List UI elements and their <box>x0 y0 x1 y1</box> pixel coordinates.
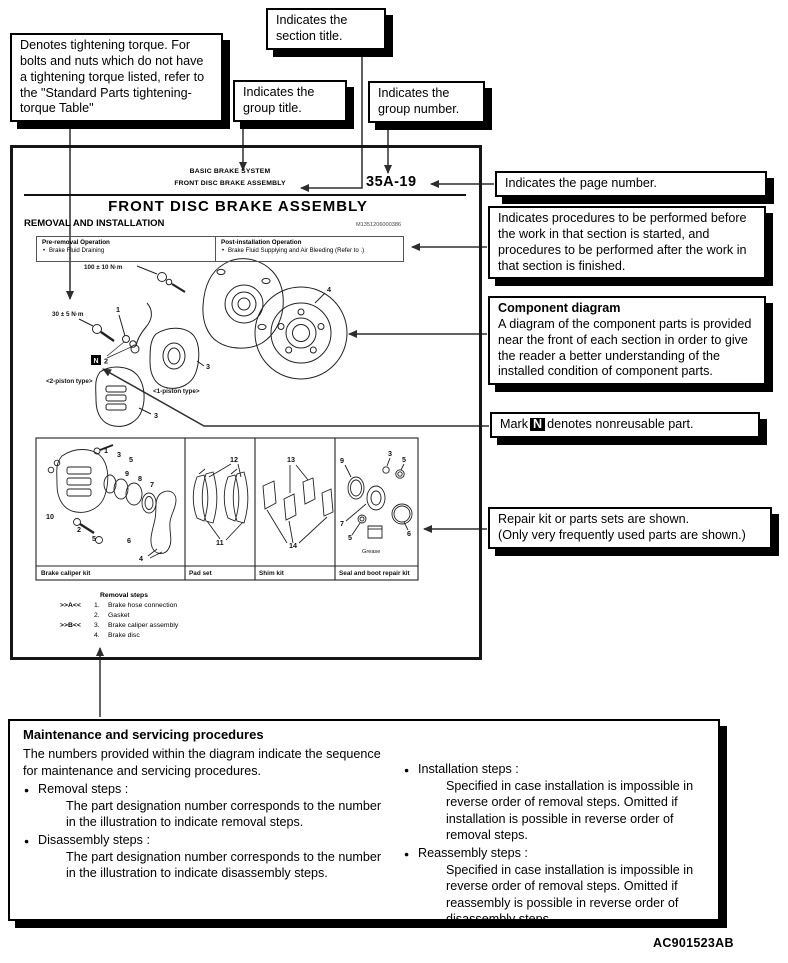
type-label-1piston: <1-piston type> <box>153 388 200 395</box>
bullet-installation-steps <box>403 761 708 843</box>
torque-label-left: 30 ± 5 N·m <box>52 311 84 318</box>
part-label-3-right: 3 <box>206 362 210 371</box>
figure-code: AC901523AB <box>653 936 734 950</box>
operations-table <box>36 236 404 262</box>
bullet-disassembly-steps <box>23 832 389 881</box>
callout-page-number-text: Indicates the page number. <box>505 176 657 190</box>
page-number-value: 35A-19 <box>366 174 417 190</box>
callout-tightening-torque-text: Denotes tightening torque. For bolts and nuts which do not have a tightening torque listed, refer to the "Standard Parts tightening-torque Table" <box>20 38 205 116</box>
kit-label-seal-boot: Seal and boot repair kit <box>339 570 410 577</box>
pre-removal-cell <box>37 237 216 261</box>
post-installation-item: • Brake Fluid Supplying and Air Bleeding (Refer to .) <box>221 247 398 254</box>
bullet-head: ● Installation steps : <box>418 762 519 777</box>
kit1-num: 5 <box>92 534 96 543</box>
part-label-4: 4 <box>327 285 331 294</box>
callout-group-number-text: Indicates the group number. <box>378 86 460 116</box>
callout-procedures-text: Indicates procedures to be performed before the work in that section is started, and procedures to be performed after the work in that section is finished. <box>498 211 747 273</box>
kit4-num: 9 <box>340 456 344 465</box>
bullet-removal-steps <box>23 781 389 830</box>
doc-code: M1351206000386 <box>356 222 402 228</box>
nonreusable-mark-letter: N <box>93 358 99 365</box>
kit2-num: 11 <box>216 538 224 547</box>
callout-section-title-text: Indicates the section title. <box>276 13 348 43</box>
callout-component-diagram-body: A diagram of the component parts is provided near the front of each section in order to give the reader a better understanding of the installed condition of component parts. <box>498 316 752 379</box>
kit2-num: 12 <box>230 455 238 464</box>
callout-page-number <box>495 171 767 197</box>
bullet-body: Specified in case installation is impossible in reverse order of removal steps. Omitted if reassembly is possible in reverse order of disassembly steps. <box>446 862 694 927</box>
step-number: 2. <box>94 612 100 619</box>
kit1-num: 2 <box>77 525 81 534</box>
bullet-body: The part designation number corresponds to the number in the illustration to indicate removal steps. <box>66 798 382 830</box>
page-subtitle: REMOVAL AND INSTALLATION <box>24 218 165 229</box>
torque-label-top: 100 ± 10 N·m <box>84 264 123 271</box>
kit1-num: 10 <box>46 512 54 521</box>
callout-procedures <box>488 206 766 279</box>
callout-mark-n <box>490 412 760 438</box>
kit1-num: 7 <box>150 480 154 489</box>
kit3-num: 13 <box>287 455 295 464</box>
step-number: 1. <box>94 602 100 609</box>
step-number: 4. <box>94 632 100 639</box>
removal-steps-title: Removal steps <box>100 592 148 599</box>
maintenance-procedures-box <box>8 719 720 927</box>
mark-n-suffix: denotes nonreusable part. <box>547 417 694 431</box>
callout-repair-kit-line1: Repair kit or parts sets are shown. <box>498 512 690 526</box>
kit4-num: 6 <box>407 529 411 538</box>
part-label-1: 1 <box>116 305 120 314</box>
kit4-num: 5 <box>402 455 406 464</box>
bullet-body: Specified in case installation is impossible in reverse order of removal steps. Omitted if installation is possible in reverse order of removal steps. <box>446 778 694 843</box>
callout-group-number <box>368 81 485 123</box>
step-marker: >>B<< <box>60 622 81 629</box>
bullet-head: ● Disassembly steps : <box>38 833 150 848</box>
step-marker <box>60 631 94 641</box>
callout-repair-kit <box>488 507 772 549</box>
kit3-num: 14 <box>289 541 297 550</box>
kit4-num: 5 <box>348 533 352 542</box>
post-installation-header: Post-installation Operation <box>221 239 302 246</box>
step-text: Brake disc <box>108 632 140 639</box>
bullet-head: ● Reassembly steps : <box>418 846 528 861</box>
running-header <box>110 166 350 189</box>
pre-removal-item: • Brake Fluid Draining <box>42 247 210 254</box>
step-text: Gasket <box>108 612 130 619</box>
maintenance-right-column <box>389 746 708 927</box>
step-number: 3. <box>94 622 100 629</box>
kit-label-pad-set: Pad set <box>189 570 212 577</box>
bullet-reassembly-steps <box>403 845 708 927</box>
step-marker <box>60 611 94 621</box>
kit-label-brake-caliper: Brake caliper kit <box>41 570 91 577</box>
mark-n-prefix: Mark <box>500 417 528 431</box>
type-label-2piston: <2-piston type> <box>46 378 93 385</box>
callout-repair-kit-line2: (Only very frequently used parts are shown.) <box>498 527 746 542</box>
step-marker: >>A<< <box>60 602 81 609</box>
pre-removal-header: Pre-removal Operation <box>42 239 110 246</box>
kit-label-shim-kit: Shim kit <box>259 570 284 577</box>
step-text: Brake hose connection <box>108 602 178 609</box>
callout-component-diagram-title: Component diagram <box>498 301 621 315</box>
header-rule <box>24 194 466 196</box>
kit1-num: 9 <box>125 469 129 478</box>
kit1-num: 1 <box>104 446 108 455</box>
kit1-num: 8 <box>138 474 142 483</box>
callout-tightening-torque <box>10 33 223 122</box>
nonreusable-mark-count: 2 <box>104 356 108 366</box>
maintenance-left-column <box>23 746 389 927</box>
removal-steps-list <box>60 591 178 641</box>
running-header-assembly: FRONT DISC BRAKE ASSEMBLY <box>174 179 286 187</box>
callout-section-title <box>266 8 386 50</box>
step-text: Brake caliper assembly <box>108 622 179 629</box>
kit4-num: 7 <box>340 519 344 528</box>
bullet-body: The part designation number corresponds to the number in the illustration to indicate disassembly steps. <box>66 849 382 881</box>
maintenance-title: Maintenance and servicing procedures <box>23 727 264 742</box>
bullet-head: ● Removal steps : <box>38 782 129 797</box>
nonreusable-n-icon: N <box>530 418 545 431</box>
callout-group-title <box>233 80 347 122</box>
kit1-num: 5 <box>129 455 133 464</box>
kit4-num: 3 <box>388 449 392 458</box>
grease-note: Grease <box>362 549 381 555</box>
callout-component-diagram <box>488 296 766 385</box>
part-label-3-left: 3 <box>154 411 158 420</box>
kit1-num: 6 <box>127 536 131 545</box>
running-header-system: BASIC BRAKE SYSTEM <box>189 168 271 175</box>
post-installation-cell <box>216 237 403 261</box>
page-title: FRONT DISC BRAKE ASSEMBLY <box>108 198 368 215</box>
callout-group-title-text: Indicates the group title. <box>243 85 315 115</box>
kit1-num: 4 <box>139 554 143 563</box>
kit1-num: 3 <box>117 450 121 459</box>
maintenance-intro: The numbers provided within the diagram indicate the sequence for maintenance and servicing procedures. <box>23 747 381 778</box>
